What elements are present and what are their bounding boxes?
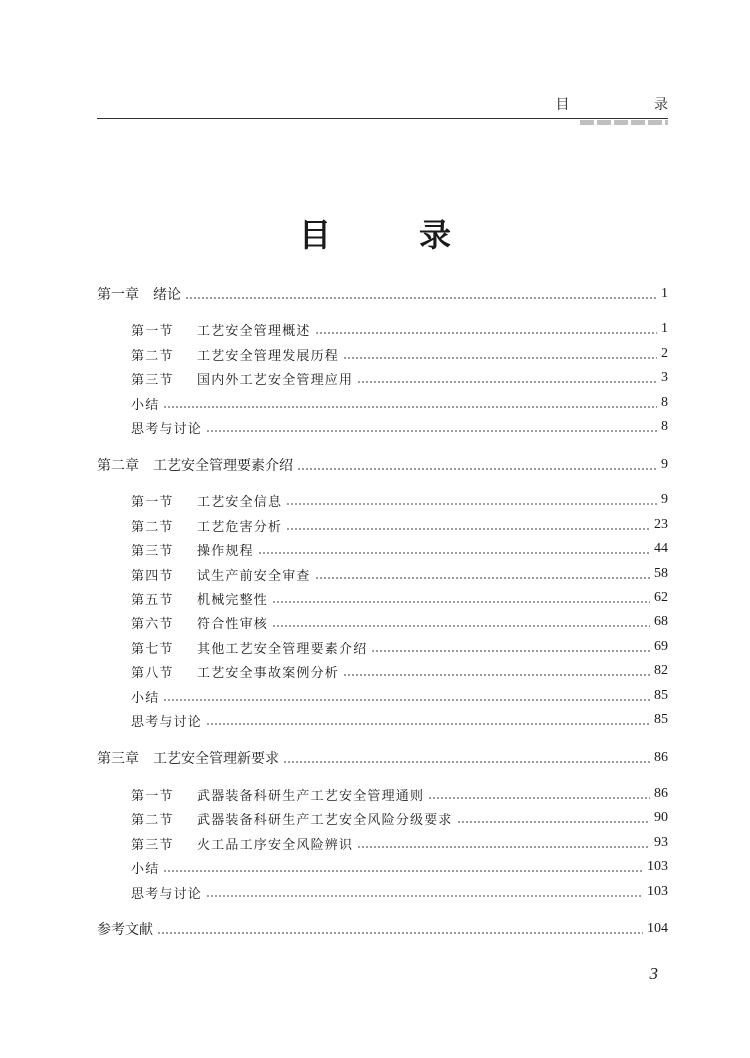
chapter-number: 第二章 bbox=[97, 458, 139, 474]
toc-section[interactable] bbox=[97, 317, 668, 341]
chapter-number: 第三章 bbox=[97, 751, 139, 767]
page-ref: 9 bbox=[661, 492, 668, 507]
section-number: 第四节 bbox=[131, 568, 174, 584]
section-number: 第五节 bbox=[131, 592, 174, 608]
section-title: 其他工艺安全管理要素介绍 bbox=[197, 641, 368, 657]
page-ref: 85 bbox=[654, 712, 668, 727]
section-title: 工艺安全信息 bbox=[197, 494, 283, 510]
dot-leader bbox=[428, 797, 650, 800]
dot-leader bbox=[258, 552, 650, 555]
toc-section[interactable] bbox=[97, 488, 668, 512]
section-number: 第一节 bbox=[131, 788, 174, 804]
section-number: 第七节 bbox=[131, 641, 174, 657]
section-number: 第一节 bbox=[131, 494, 174, 510]
toc-section[interactable] bbox=[97, 342, 668, 366]
dot-leader bbox=[371, 650, 650, 653]
dot-leader bbox=[185, 297, 657, 300]
toc-chapter-1[interactable] bbox=[97, 282, 668, 306]
page-title-right: 录 bbox=[419, 216, 452, 254]
section-number: 第三节 bbox=[131, 543, 174, 559]
section-title: 小结 bbox=[131, 690, 160, 706]
dot-leader bbox=[272, 601, 650, 604]
section-title: 工艺危害分析 bbox=[197, 519, 283, 535]
header-decorative-bar bbox=[580, 120, 668, 125]
dot-leader bbox=[357, 381, 657, 384]
section-number: 第八节 bbox=[131, 665, 174, 681]
toc-section-summary[interactable] bbox=[97, 391, 668, 415]
page-ref: 86 bbox=[654, 786, 668, 801]
page-ref: 103 bbox=[647, 884, 668, 899]
page-ref: 86 bbox=[654, 750, 668, 765]
dot-leader bbox=[206, 723, 650, 726]
page-number: 3 bbox=[649, 964, 658, 983]
toc-section-summary[interactable] bbox=[97, 855, 668, 879]
page-ref: 1 bbox=[661, 321, 668, 336]
toc-section[interactable] bbox=[97, 586, 668, 610]
section-number: 第一节 bbox=[131, 323, 174, 339]
dot-leader bbox=[343, 357, 657, 360]
section-title: 符合性审核 bbox=[197, 616, 269, 632]
toc-section-discussion[interactable] bbox=[97, 708, 668, 732]
toc-section[interactable] bbox=[97, 562, 668, 586]
page-ref: 82 bbox=[654, 663, 668, 678]
toc-references[interactable] bbox=[97, 917, 668, 941]
chapter-number: 第一章 bbox=[97, 287, 139, 303]
toc-section[interactable] bbox=[97, 610, 668, 634]
page-ref: 23 bbox=[654, 517, 668, 532]
page-ref: 8 bbox=[661, 419, 668, 434]
toc-section[interactable] bbox=[97, 782, 668, 806]
dot-leader bbox=[163, 870, 643, 873]
chapter-title: 工艺安全管理要素介绍 bbox=[153, 458, 293, 474]
toc-section[interactable] bbox=[97, 806, 668, 830]
toc-chapter-3[interactable] bbox=[97, 746, 668, 770]
page-ref: 103 bbox=[647, 859, 668, 874]
chapter-title: 参考文献 bbox=[97, 922, 153, 938]
section-title: 火工品工序安全风险辨识 bbox=[197, 837, 354, 853]
section-title: 思考与讨论 bbox=[131, 421, 203, 437]
toc-section[interactable] bbox=[97, 831, 668, 855]
dot-leader bbox=[286, 528, 650, 531]
page-ref: 1 bbox=[661, 286, 668, 301]
section-title: 操作规程 bbox=[197, 543, 254, 559]
dot-leader bbox=[283, 761, 650, 764]
page-ref: 69 bbox=[654, 639, 668, 654]
toc-chapter-2[interactable] bbox=[97, 453, 668, 477]
section-number: 第二节 bbox=[131, 348, 174, 364]
section-title: 国内外工艺安全管理应用 bbox=[197, 372, 354, 388]
page-title-left: 目 bbox=[298, 216, 331, 254]
section-number: 第二节 bbox=[131, 812, 174, 828]
page-ref: 44 bbox=[654, 541, 668, 556]
page-ref: 68 bbox=[654, 614, 668, 629]
section-title: 小结 bbox=[131, 861, 160, 877]
dot-leader bbox=[343, 674, 650, 677]
dot-leader bbox=[357, 846, 650, 849]
dot-leader bbox=[206, 430, 657, 433]
page-ref: 3 bbox=[661, 370, 668, 385]
toc-section-discussion[interactable] bbox=[97, 415, 668, 439]
page-ref: 62 bbox=[654, 590, 668, 605]
running-header-title: 目 录 bbox=[555, 97, 708, 113]
dot-leader bbox=[286, 503, 657, 506]
toc-section[interactable] bbox=[97, 513, 668, 537]
section-title: 工艺安全管理概述 bbox=[197, 323, 311, 339]
dot-leader bbox=[163, 699, 650, 702]
section-title: 武器装备科研生产工艺安全风险分级要求 bbox=[197, 812, 453, 828]
toc-section[interactable] bbox=[97, 366, 668, 390]
page-ref: 93 bbox=[654, 835, 668, 850]
chapter-title: 绪论 bbox=[153, 287, 181, 303]
section-number: 第六节 bbox=[131, 616, 174, 632]
page-ref: 104 bbox=[647, 921, 668, 936]
dot-leader bbox=[315, 577, 650, 580]
section-title: 武器装备科研生产工艺安全管理通则 bbox=[197, 788, 425, 804]
page-ref: 85 bbox=[654, 688, 668, 703]
section-number: 第二节 bbox=[131, 519, 174, 535]
dot-leader bbox=[272, 625, 650, 628]
page-ref: 58 bbox=[654, 566, 668, 581]
page-ref: 9 bbox=[661, 457, 668, 472]
toc-section[interactable] bbox=[97, 635, 668, 659]
section-title: 试生产前安全审查 bbox=[197, 568, 311, 584]
page-ref: 8 bbox=[661, 395, 668, 410]
section-title: 工艺安全管理发展历程 bbox=[197, 348, 340, 364]
page-ref: 90 bbox=[654, 810, 668, 825]
toc-section-discussion[interactable] bbox=[97, 880, 668, 904]
section-title: 思考与讨论 bbox=[131, 714, 203, 730]
toc-section[interactable] bbox=[97, 659, 668, 683]
dot-leader bbox=[163, 406, 657, 409]
section-title: 工艺安全事故案例分析 bbox=[197, 665, 340, 681]
running-header bbox=[97, 94, 708, 122]
dot-leader bbox=[457, 821, 650, 824]
dot-leader bbox=[315, 332, 657, 335]
toc-section-summary[interactable] bbox=[97, 684, 668, 708]
page-title bbox=[0, 210, 750, 256]
toc-section[interactable] bbox=[97, 537, 668, 561]
section-title: 小结 bbox=[131, 397, 160, 413]
dot-leader bbox=[206, 895, 643, 898]
chapter-title: 工艺安全管理新要求 bbox=[153, 751, 279, 767]
page-ref: 2 bbox=[661, 346, 668, 361]
section-title: 思考与讨论 bbox=[131, 886, 203, 902]
section-number: 第三节 bbox=[131, 837, 174, 853]
section-title: 机械完整性 bbox=[197, 592, 269, 608]
dot-leader bbox=[157, 932, 643, 935]
header-rule bbox=[97, 118, 668, 119]
section-number: 第三节 bbox=[131, 372, 174, 388]
dot-leader bbox=[297, 468, 657, 471]
